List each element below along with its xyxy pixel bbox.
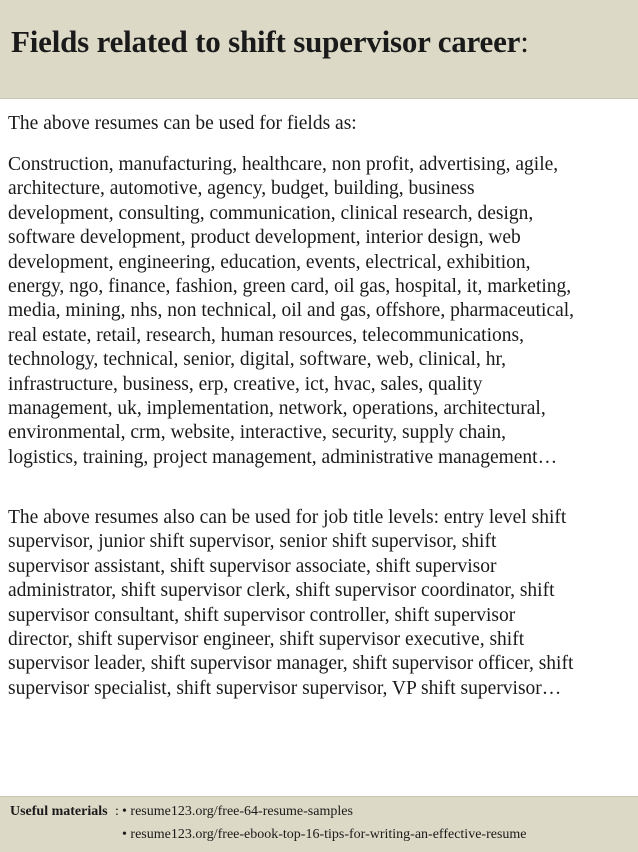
fields-line: development, engineering, education, events, electrical, exhibition, xyxy=(8,251,531,273)
levels-line: The above resumes also can be used for job title levels: entry level shift xyxy=(8,507,567,528)
levels-line: supervisor specialist, shift supervisor supervisor, VP shift supervisor… xyxy=(8,677,562,699)
fields-line: environmental, crm, website, interactive, security, supply chain, xyxy=(8,422,506,444)
page-title-text: Fields related to shift supervisor career xyxy=(11,24,521,59)
footer-label-colon: : xyxy=(115,804,119,819)
levels-line: supervisor consultant, shift supervisor controller, shift supervisor xyxy=(8,604,516,626)
fields-line: real estate, retail, research, human resources, telecommunications, xyxy=(8,324,524,346)
fields-line: management, uk, implementation, network, operations, architectural, xyxy=(8,398,546,420)
fields-line: Construction, manufacturing, healthcare, non profit, advertising, agile, xyxy=(8,154,559,175)
footer-label: Useful materials xyxy=(10,804,108,819)
levels-line: supervisor leader, shift supervisor manager, shift supervisor officer, shift xyxy=(8,653,574,675)
job-levels-paragraph xyxy=(8,506,634,701)
fields-line: technology, technical, senior, digital, software, web, clinical, hr, xyxy=(8,349,507,371)
levels-line: director, shift supervisor engineer, shift supervisor executive, shift xyxy=(8,629,525,651)
fields-paragraph xyxy=(8,153,634,470)
fields-line: software development, product development, interior design, web xyxy=(8,227,521,249)
fields-line: infrastructure, business, erp, creative, ict, hvac, sales, quality xyxy=(8,373,483,395)
footer-link-ebook-tips[interactable]: • resume123.org/free-ebook-top-16-tips-for-writing-an-effective-resume xyxy=(122,827,527,842)
intro-text: The above resumes can be used for fields as: xyxy=(8,113,357,134)
page-title xyxy=(11,24,529,60)
fields-line: energy, ngo, finance, fashion, green card, oil gas, hospital, it, marketing, xyxy=(8,276,572,298)
page-title-colon: : xyxy=(520,24,529,59)
fields-line: logistics, training, project management, administrative management… xyxy=(8,446,558,468)
levels-line: supervisor, junior shift supervisor, senior shift supervisor, shift xyxy=(8,531,497,553)
levels-line: administrator, shift supervisor clerk, shift supervisor coordinator, shift xyxy=(8,580,555,602)
fields-line: architecture, automotive, agency, budget, building, business xyxy=(8,178,475,200)
footer-link-resume-samples[interactable]: • resume123.org/free-64-resume-samples xyxy=(122,804,353,819)
levels-line: supervisor assistant, shift supervisor associate, shift supervisor xyxy=(8,555,497,577)
fields-line: development, consulting, communication, clinical research, design, xyxy=(8,202,534,224)
fields-line: media, mining, nhs, non technical, oil and gas, offshore, pharmaceutical, xyxy=(8,300,575,322)
